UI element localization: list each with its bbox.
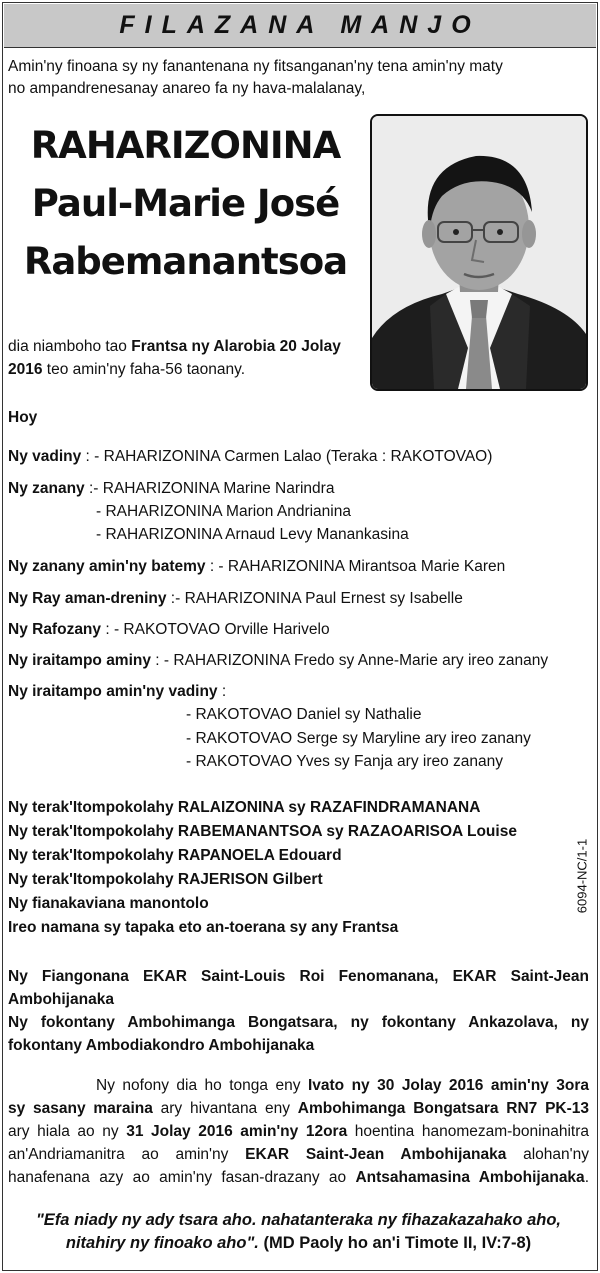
fokontany-line-1: Ny fokontany Ambohimanga Bongatsara, ny fokontany Ankazolava, ny [8,1014,589,1031]
child-1: :- RAHARIZONINA Marine Narindra [84,480,335,497]
funeral-line-4: an'Andriamanitra ao amin'ny EKAR Saint-Jean Ambohijanaka alohan'ny [8,1146,589,1163]
quote-reference: (MD Paoly ho an'i Timote II, IV:7-8) [258,1234,532,1252]
notice-header [4,4,596,48]
godchild-label: Ny zanany amin'ny batemy [8,558,206,575]
death-announcement [8,335,368,381]
portrait-photo [370,114,588,391]
quote-line-2: nitahiry ny finoako aho". (MD Paoly ho an'i Timote II, IV:7-8) [65,1234,532,1252]
godchild-entry [8,556,505,578]
hoy-label: Hoy [8,409,38,426]
funeral-line-1: Ny nofony dia ho tonga eny Ivato ny 30 Jolay 2016 amin'ny 3ora [96,1077,589,1094]
relative-4: Ny terak'Itompokolahy RAJERISON Gilbert [8,871,323,888]
deceased-given-name-2: Rabemanantsoa [23,240,348,283]
funeral-line-5: hanafenana azy ao amin'ny fasan-drazany ao Antsahamasina Ambohijanaka. [8,1169,589,1186]
spouse-name: : - RAHARIZONINA Carmen Lalao (Teraka : RAKOTOVAO) [81,448,493,465]
spouse-sibling-1: - RAKOTOVAO Daniel sy Nathalie [186,706,422,723]
spouse-sibling-2: - RAKOTOVAO Serge sy Maryline ary ireo zanany [186,730,531,747]
quote-line-1: "Efa niady ny ady tsara aho. nahatanteraka ny fihazakazahako aho, [35,1211,561,1229]
parents-label: Ny Ray aman-dreniny [8,590,167,607]
spouse-siblings-entry: Ny iraitampo amin'ny vadiny : [8,683,227,700]
intro-line-1: Amin'ny finoana sy ny fanantenana ny fitsanganan'ny tena amin'ny maty [8,58,503,75]
children-entry [8,478,334,500]
reference-code: 6094-NC/1-1 [574,838,590,914]
siblings-label: Ny iraitampo aminy [8,652,151,669]
deceased-given-name-1: Paul-Marie José [31,182,340,225]
intro-text [8,56,588,100]
funeral-details [8,1074,589,1189]
death-age: teo amin'ny faha-56 taonany. [42,361,246,378]
relative-2: Ny terak'Itompokolahy RABEMANANTSOA sy RAZAOARISOA Louise [8,823,517,840]
funeral-line-2: sy sasany maraina ary hivantana eny Ambohimanga Bongatsara RN7 PK-13 [8,1100,589,1117]
relative-1: Ny terak'Itompokolahy RALAIZONINA sy RAZAFINDRAMANANA [8,799,481,816]
parents-entry [8,588,463,610]
children-label: Ny zanany [8,480,85,497]
siblings-entry [8,650,548,672]
relative-6: Ireo namana sy tapaka eto an-toerana sy any Frantsa [8,919,399,936]
notice-title: FILAZANA MANJO [119,11,481,39]
child-2: - RAHARIZONINA Marion Andrianina [96,503,351,520]
spouse-label: Ny vadiny [8,448,82,465]
spouse-entry [8,446,492,468]
fokontany-line-2: fokontany Ambodiakondro Ambohijanaka [8,1037,315,1054]
funeral-line-3: ary hiala ao ny 31 Jolay 2016 amin'ny 12ora hoentina hanomezam-boninahitra [8,1123,589,1140]
relative-5: Ny fianakaviana manontolo [8,895,209,912]
child-3: - RAHARIZONINA Arnaud Levy Manankasina [96,526,409,543]
siblings-names: : - RAHARIZONINA Fredo sy Anne-Marie ary ireo zanany [151,652,549,669]
godchild-name: : - RAHARIZONINA Mirantsoa Marie Karen [205,558,506,575]
death-text-intro: dia niamboho tao [8,338,132,355]
spouse-siblings-label: Ny iraitampo amin'ny vadiny [8,683,218,700]
churches-block [8,965,589,1057]
church-line-2: Ambohijanaka [8,991,114,1008]
intro-line-2: no ampandrenesanay anareo fa ny hava-malalanay, [8,80,366,97]
death-year: 2016 [8,361,43,378]
in-laws-name: : - RAKOTOVAO Orville Harivelo [101,621,330,638]
in-laws-entry [8,619,330,641]
deceased-surname: RAHARIZONINA [30,124,341,167]
parents-names: :- RAHARIZONINA Paul Ernest sy Isabelle [166,590,463,607]
bible-quote [8,1209,589,1255]
death-place-date: Frantsa ny Alarobia 20 Jolay [131,338,341,355]
portrait-icon [372,116,586,389]
in-laws-label: Ny Rafozany [8,621,102,638]
spouse-sibling-3: - RAKOTOVAO Yves sy Fanja ary ireo zanany [186,753,504,770]
church-line-1: Ny Fiangonana EKAR Saint-Louis Roi Fenomanana, EKAR Saint-Jean [8,968,589,985]
relative-3: Ny terak'Itompokolahy RAPANOELA Edouard [8,847,342,864]
